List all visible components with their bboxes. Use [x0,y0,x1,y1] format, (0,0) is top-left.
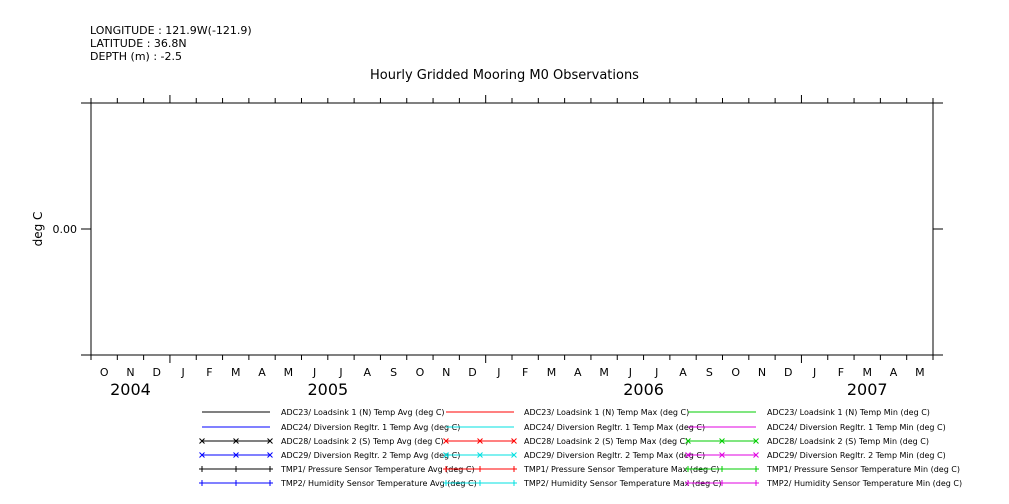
legend-marker-plus [199,480,205,486]
legend-label: ADC23/ Loadsink 1 (N) Temp Avg (deg C) [281,408,445,417]
x-month-label: F [837,366,845,379]
legend-label: ADC29/ Diversion Regltr. 2 Temp Min (deg C) [767,451,946,460]
legend-label: TMP1/ Pressure Sensor Temperature Max (deg C) [524,465,720,474]
x-month-label: O [415,366,425,379]
legend-marker-plus [267,480,273,486]
x-month-label: A [574,366,582,379]
x-month-label: D [468,366,477,379]
legend-marker-plus [477,466,483,472]
x-month-label: O [731,366,740,379]
x-year-label: 2005 [307,380,349,399]
x-month-label: J [655,366,659,379]
x-month-label: F [521,366,529,379]
legend-marker-plus [267,466,273,472]
legend-label: TMP2/ Humidity Sensor Temperature Avg (deg C) [281,479,477,488]
legend-label: ADC29/ Diversion Regltr. 2 Temp Max (deg C) [524,451,706,460]
longitude-label: LONGITUDE : 121.9W(-121.9) [90,24,252,37]
legend-label: ADC23/ Loadsink 1 (N) Temp Min (deg C) [767,408,930,417]
legend-marker-plus [511,480,517,486]
x-month-label: N [442,366,451,379]
legend-label: TMP2/ Humidity Sensor Temperature Max (deg C) [524,479,722,488]
x-month-label: M [915,366,925,379]
legend-label: TMP1/ Pressure Sensor Temperature Min (deg C) [767,465,961,474]
x-year-label: 2004 [110,380,151,399]
x-year-label: 2007 [846,380,888,399]
plot-frame [91,103,933,355]
legend-label: ADC28/ Loadsink 2 (S) Temp Min (deg C) [767,437,930,446]
x-month-label: D [152,366,162,379]
y-axis-label: deg C [31,211,45,247]
depth-label: DEPTH (m) : -2.5 [90,50,183,63]
legend-label: TMP2/ Humidity Sensor Temperature Min (deg C) [767,479,963,488]
x-year-label: 2006 [623,380,664,399]
x-month-label: O [99,366,109,379]
legend-label: ADC23/ Loadsink 1 (N) Temp Max (deg C) [524,408,690,417]
legend-label: TMP1/ Pressure Sensor Temperature Avg (deg C) [281,465,475,474]
x-month-label: J [812,366,817,379]
legend-label: ADC28/ Loadsink 2 (S) Temp Max (deg C) [524,437,689,446]
x-month-label: M [546,366,557,379]
legend-marker-plus [233,480,239,486]
legend-label: ADC28/ Loadsink 2 (S) Temp Avg (deg C) [281,437,444,446]
x-month-label: N [126,366,135,379]
legend-marker-plus [753,480,759,486]
x-month-label: A [363,366,372,379]
latitude-label: LATITUDE : 36.8N [90,37,187,50]
x-month-label: M [599,366,609,379]
x-month-label: J [628,366,633,379]
legend-marker-plus [199,466,205,472]
x-month-label: S [705,366,713,379]
chart-title: Hourly Gridded Mooring M0 Observations [370,68,639,83]
x-month-label: N [757,366,767,379]
legend-marker-plus [233,466,239,472]
legend-marker-plus [719,466,725,472]
x-month-label: A [889,366,898,379]
legend-marker-plus [753,466,759,472]
x-month-label: J [181,366,185,379]
legend-label: ADC24/ Diversion Regltr. 1 Temp Max (deg C) [524,423,706,432]
x-month-label: J [497,366,501,379]
x-month-label: D [784,366,793,379]
x-month-label: A [679,366,687,379]
legend-label: ADC24/ Diversion Regltr. 1 Temp Min (deg C) [767,423,946,432]
y-tick-label: 0.00 [52,223,77,236]
legend-marker-plus [511,466,517,472]
legend-label: ADC24/ Diversion Regltr. 1 Temp Avg (deg C) [281,423,461,432]
x-month-label: J [313,366,317,379]
x-month-label: J [339,366,343,379]
legend-marker-plus [477,480,483,486]
x-month-label: M [862,366,872,379]
x-month-label: M [230,366,241,379]
x-month-label: A [258,366,266,379]
x-month-label: F [206,366,213,379]
x-month-label: M [283,366,294,379]
x-month-label: S [390,366,398,379]
legend-label: ADC29/ Diversion Regltr. 2 Temp Avg (deg C) [281,451,461,460]
